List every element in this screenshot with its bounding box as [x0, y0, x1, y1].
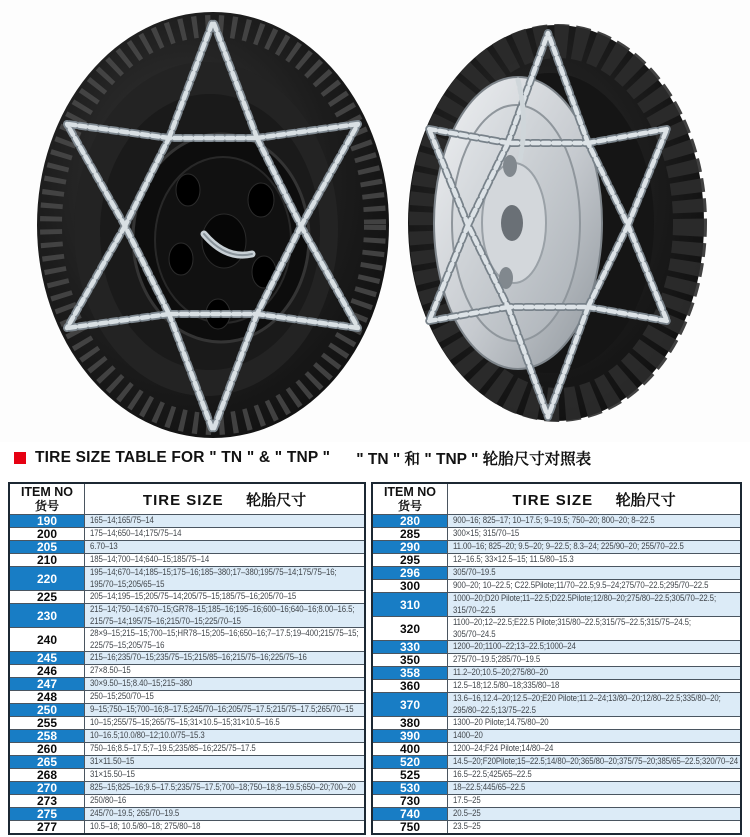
tire-size-cell: 215–16;235/70–15;235/75–15;215/85–16;215/75–16;225/75–16: [85, 652, 366, 665]
table-row: [372, 593, 741, 617]
tire-size-cell: 11.2–20;10.5–20;275/80–20: [448, 667, 742, 680]
tire-size-cell: 1200–20;1100–22;13–22.5;1000–24: [448, 641, 742, 654]
table-row: [372, 693, 741, 717]
item-no-cell: 320: [372, 617, 448, 641]
tire-size-cell: 900–20; 10–22.5; C22.5Pilote;11/70–22.5;9.5–24;275/70–22.5;295/70–22.5: [448, 580, 742, 593]
tire-size-cell: 20.5–25: [448, 808, 742, 821]
item-no-cell: 225: [9, 591, 85, 604]
table-row: [9, 628, 365, 652]
item-no-cell: 530: [372, 782, 448, 795]
item-no-cell: 730: [372, 795, 448, 808]
table-row: [9, 743, 365, 756]
tire-size-cell: 205–14;195–15;205/75–14;205/75–15;185/75–16;205/70–15: [85, 591, 366, 604]
item-no-cell: 380: [372, 717, 448, 730]
table-row: [372, 717, 741, 730]
tire-size-cell: 9–15;750–15;700–16;8–17.5;245/70–16;205/75–17.5;215/75–17.5;265/70–15: [85, 704, 366, 717]
item-no-cell: 310: [372, 593, 448, 617]
table-row: [372, 821, 741, 835]
tire-size-table-right: [371, 482, 742, 835]
item-no-cell: 358: [372, 667, 448, 680]
table-row: [9, 665, 365, 678]
tire-size-cell: 23.5–25: [448, 821, 742, 835]
tire-size-cell: 250–15;250/70–15: [85, 691, 366, 704]
table-row: [372, 782, 741, 795]
item-no-cell: 268: [9, 769, 85, 782]
item-no-cell: 190: [9, 515, 85, 528]
table-row: [9, 515, 365, 528]
table-row: [9, 591, 365, 604]
item-no-cell: 525: [372, 769, 448, 782]
item-no-cell: 273: [9, 795, 85, 808]
item-no-cell: 220: [9, 567, 85, 591]
tire-with-snow-chain-left-image: [18, 4, 403, 442]
table-row: [9, 652, 365, 665]
tire-size-cell: 17.5–25: [448, 795, 742, 808]
tire-size-cell: 245/70–19.5; 265/70–19.5: [85, 808, 366, 821]
tire-size-cell: 300×15; 315/70–15: [448, 528, 742, 541]
title-english: TIRE SIZE TABLE FOR " TN " & " TNP ": [35, 449, 331, 466]
item-no-cell: 400: [372, 743, 448, 756]
table-row: [372, 730, 741, 743]
tire-size-cell: 30×9.50–15;8.40–15;215–380: [85, 678, 366, 691]
tire-size-cell: 10–16.5;10.0/80–12;10.0/75–15.3: [85, 730, 366, 743]
item-no-cell: 390: [372, 730, 448, 743]
tire-size-cell: 275/70–19.5;285/70–19.5: [448, 654, 742, 667]
tire-size-cell: 18–22.5;445/65–22.5: [448, 782, 742, 795]
table-row: [9, 678, 365, 691]
tire-size-cell: 31×11.50–15: [85, 756, 366, 769]
item-no-cell: 290: [372, 541, 448, 554]
table-row: [372, 808, 741, 821]
table-row: [9, 730, 365, 743]
table-row: [9, 567, 365, 591]
tire-size-cell: 1000–20;D20 Pilote;11–22.5;D22.5Pilote;12/80–20;275/80–22.5;305/70–22.5; 315/70–22.5: [448, 593, 742, 617]
tire-size-cell: 16.5–22.5;425/65–22.5: [448, 769, 742, 782]
tire-size-label-zh: 轮胎尺寸: [615, 491, 676, 509]
table-row: [372, 680, 741, 693]
table-row: [372, 769, 741, 782]
item-no-cell: 255: [9, 717, 85, 730]
table-row: [9, 691, 365, 704]
table-row: [372, 541, 741, 554]
item-no-cell: 260: [9, 743, 85, 756]
table-row: [9, 808, 365, 821]
item-no-cell: 240: [9, 628, 85, 652]
tire-size-cell: 31×15.50–15: [85, 769, 366, 782]
table-row: [372, 554, 741, 567]
table-row: [372, 528, 741, 541]
item-no-cell: 330: [372, 641, 448, 654]
table-row: [372, 795, 741, 808]
table-row: [9, 717, 365, 730]
table-row: [372, 743, 741, 756]
tire-size-cell: 175–14;650–14;175/75–14: [85, 528, 366, 541]
table-row: [9, 604, 365, 628]
tire-size-cell: 900–16; 825–17; 10–17.5; 9–19.5; 750–20; 800–20; 8–22.5: [448, 515, 742, 528]
item-no-cell: 350: [372, 654, 448, 667]
tire-with-snow-chain-right-image: [398, 20, 746, 430]
item-no-cell: 230: [9, 604, 85, 628]
item-no-label: ITEM NO: [20, 485, 74, 499]
tire-size-cell: 10–15;255/75–15;265/75–15;31×10.5–15;31×10.5–16.5: [85, 717, 366, 730]
item-no-cell: 300: [372, 580, 448, 593]
table-row: [9, 821, 365, 835]
table-row: [9, 554, 365, 567]
tire-size-cell: 305/70–19.5: [448, 567, 742, 580]
tire-size-cell: 12.5–18;12.5/80–18;335/80–18: [448, 680, 742, 693]
title-chinese: " TN " 和 " TNP " 轮胎尺寸对照表: [356, 451, 592, 468]
item-no-cell: 270: [9, 782, 85, 795]
tire-size-cell: 165–14;165/75–14: [85, 515, 366, 528]
item-no-header: [372, 483, 448, 515]
table-header: [372, 483, 741, 515]
tire-size-cell: 1400–20: [448, 730, 742, 743]
tire-size-cell: 1300–20 Pilote;14.75/80–20: [448, 717, 742, 730]
tire-size-cell: 195–14;670–14;185–15;175–16;185–380;17–380;195/75–14;175/75–16; 195/70–15;205/65–15: [85, 567, 366, 591]
item-no-cell: 245: [9, 652, 85, 665]
tire-size-cell: 1100–20;12–22.5;E22.5 Pilote;315/80–22.5;315/75–22.5;315/75–24.5; 305/70–24.5: [448, 617, 742, 641]
table-row: [372, 515, 741, 528]
table-row: [372, 756, 741, 769]
tire-size-cell: 185–14;700–14;640–15;185/75–14: [85, 554, 366, 567]
tire-size-cell: 27×8.50–15: [85, 665, 366, 678]
tire-size-cell: 28×9–15;215–15;700–15;HR78–15;205–16;650–16;7–17.5;19–400;215/75–15; 225/75–15;205/75–16: [85, 628, 366, 652]
item-no-cell: 750: [372, 821, 448, 835]
table-row: [9, 528, 365, 541]
tire-size-header: [448, 483, 742, 515]
item-no-label: ITEM NO: [383, 485, 437, 499]
item-no-cell: 277: [9, 821, 85, 835]
table-row: [372, 641, 741, 654]
table-row: [372, 567, 741, 580]
table-row: [9, 782, 365, 795]
item-no-cell: 247: [9, 678, 85, 691]
item-no-cell: 248: [9, 691, 85, 704]
tire-size-header: [85, 483, 366, 515]
table-header: [9, 483, 365, 515]
item-no-cell: 520: [372, 756, 448, 769]
item-no-cell: 265: [9, 756, 85, 769]
tire-size-label-zh: 轮胎尺寸: [246, 491, 307, 509]
item-no-cell: 740: [372, 808, 448, 821]
item-no-cell: 210: [9, 554, 85, 567]
item-no-cell: 275: [9, 808, 85, 821]
red-bullet-icon: [14, 452, 26, 464]
tire-size-cell: 825–15;825–16;9.5–17.5;235/75–17.5;700–18;750–18;8–19.5;650–20;700–20: [85, 782, 366, 795]
table-row: [9, 704, 365, 717]
tire-size-cell: 12–16.5; 33×12.5–15; 11.5/80–15.3: [448, 554, 742, 567]
table-row: [372, 617, 741, 641]
tire-size-cell: 11.00–16; 825–20; 9.5–20; 9–22.5; 8.3–24; 225/90–20; 255/70–22.5: [448, 541, 742, 554]
tire-size-cell: 1200–24;F24 Pilote;14/80–24: [448, 743, 742, 756]
tire-size-cell: 13.6–16,12.4–20;12.5–20;E20 Pilote;11.2–24;13/80–20;12/80–22.5;335/80–20; 295/80–22.5;13/75–22.5: [448, 693, 742, 717]
tire-size-cell: 6.70–13: [85, 541, 366, 554]
table-row: [9, 795, 365, 808]
tire-size-label: TIRE SIZE: [512, 491, 594, 509]
item-no-cell: 246: [9, 665, 85, 678]
item-no-cell: 205: [9, 541, 85, 554]
item-no-cell: 296: [372, 567, 448, 580]
table-row: [9, 769, 365, 782]
item-no-label-zh: 货号: [397, 499, 422, 513]
table-row: [372, 654, 741, 667]
table-row: [9, 541, 365, 554]
section-title: [14, 445, 750, 471]
item-no-cell: 200: [9, 528, 85, 541]
table-row: [9, 756, 365, 769]
tire-size-table-left: [8, 482, 366, 835]
tire-size-cell: 250/80–16: [85, 795, 366, 808]
tire-size-cell: 14.5–20;F20Pilote;15–22.5;14/80–20;365/80–20;375/75–20;385/65–22.5;320/70–24: [448, 756, 742, 769]
tire-size-label: TIRE SIZE: [142, 491, 224, 509]
item-no-cell: 370: [372, 693, 448, 717]
item-no-header: [9, 483, 85, 515]
table-row: [372, 667, 741, 680]
item-no-cell: 258: [9, 730, 85, 743]
item-no-cell: 250: [9, 704, 85, 717]
item-no-cell: 295: [372, 554, 448, 567]
item-no-cell: 360: [372, 680, 448, 693]
item-no-label-zh: 货号: [34, 499, 59, 513]
item-no-cell: 285: [372, 528, 448, 541]
table-row: [372, 580, 741, 593]
tire-size-cell: 215–14;750–14;670–15;GR78–15;185–16;195–16;600–16;640–16;8.00–16.5; 215/75–14;195/75–16;215/70–15;225/70–15: [85, 604, 366, 628]
item-no-cell: 280: [372, 515, 448, 528]
tire-size-cell: 750–16;8.5–17.5;7–19.5;235/85–16;225/75–17.5: [85, 743, 366, 756]
tire-size-cell: 10.5–18; 10.5/80–18; 275/80–18: [85, 821, 366, 835]
tire-size-tables: [0, 482, 750, 835]
